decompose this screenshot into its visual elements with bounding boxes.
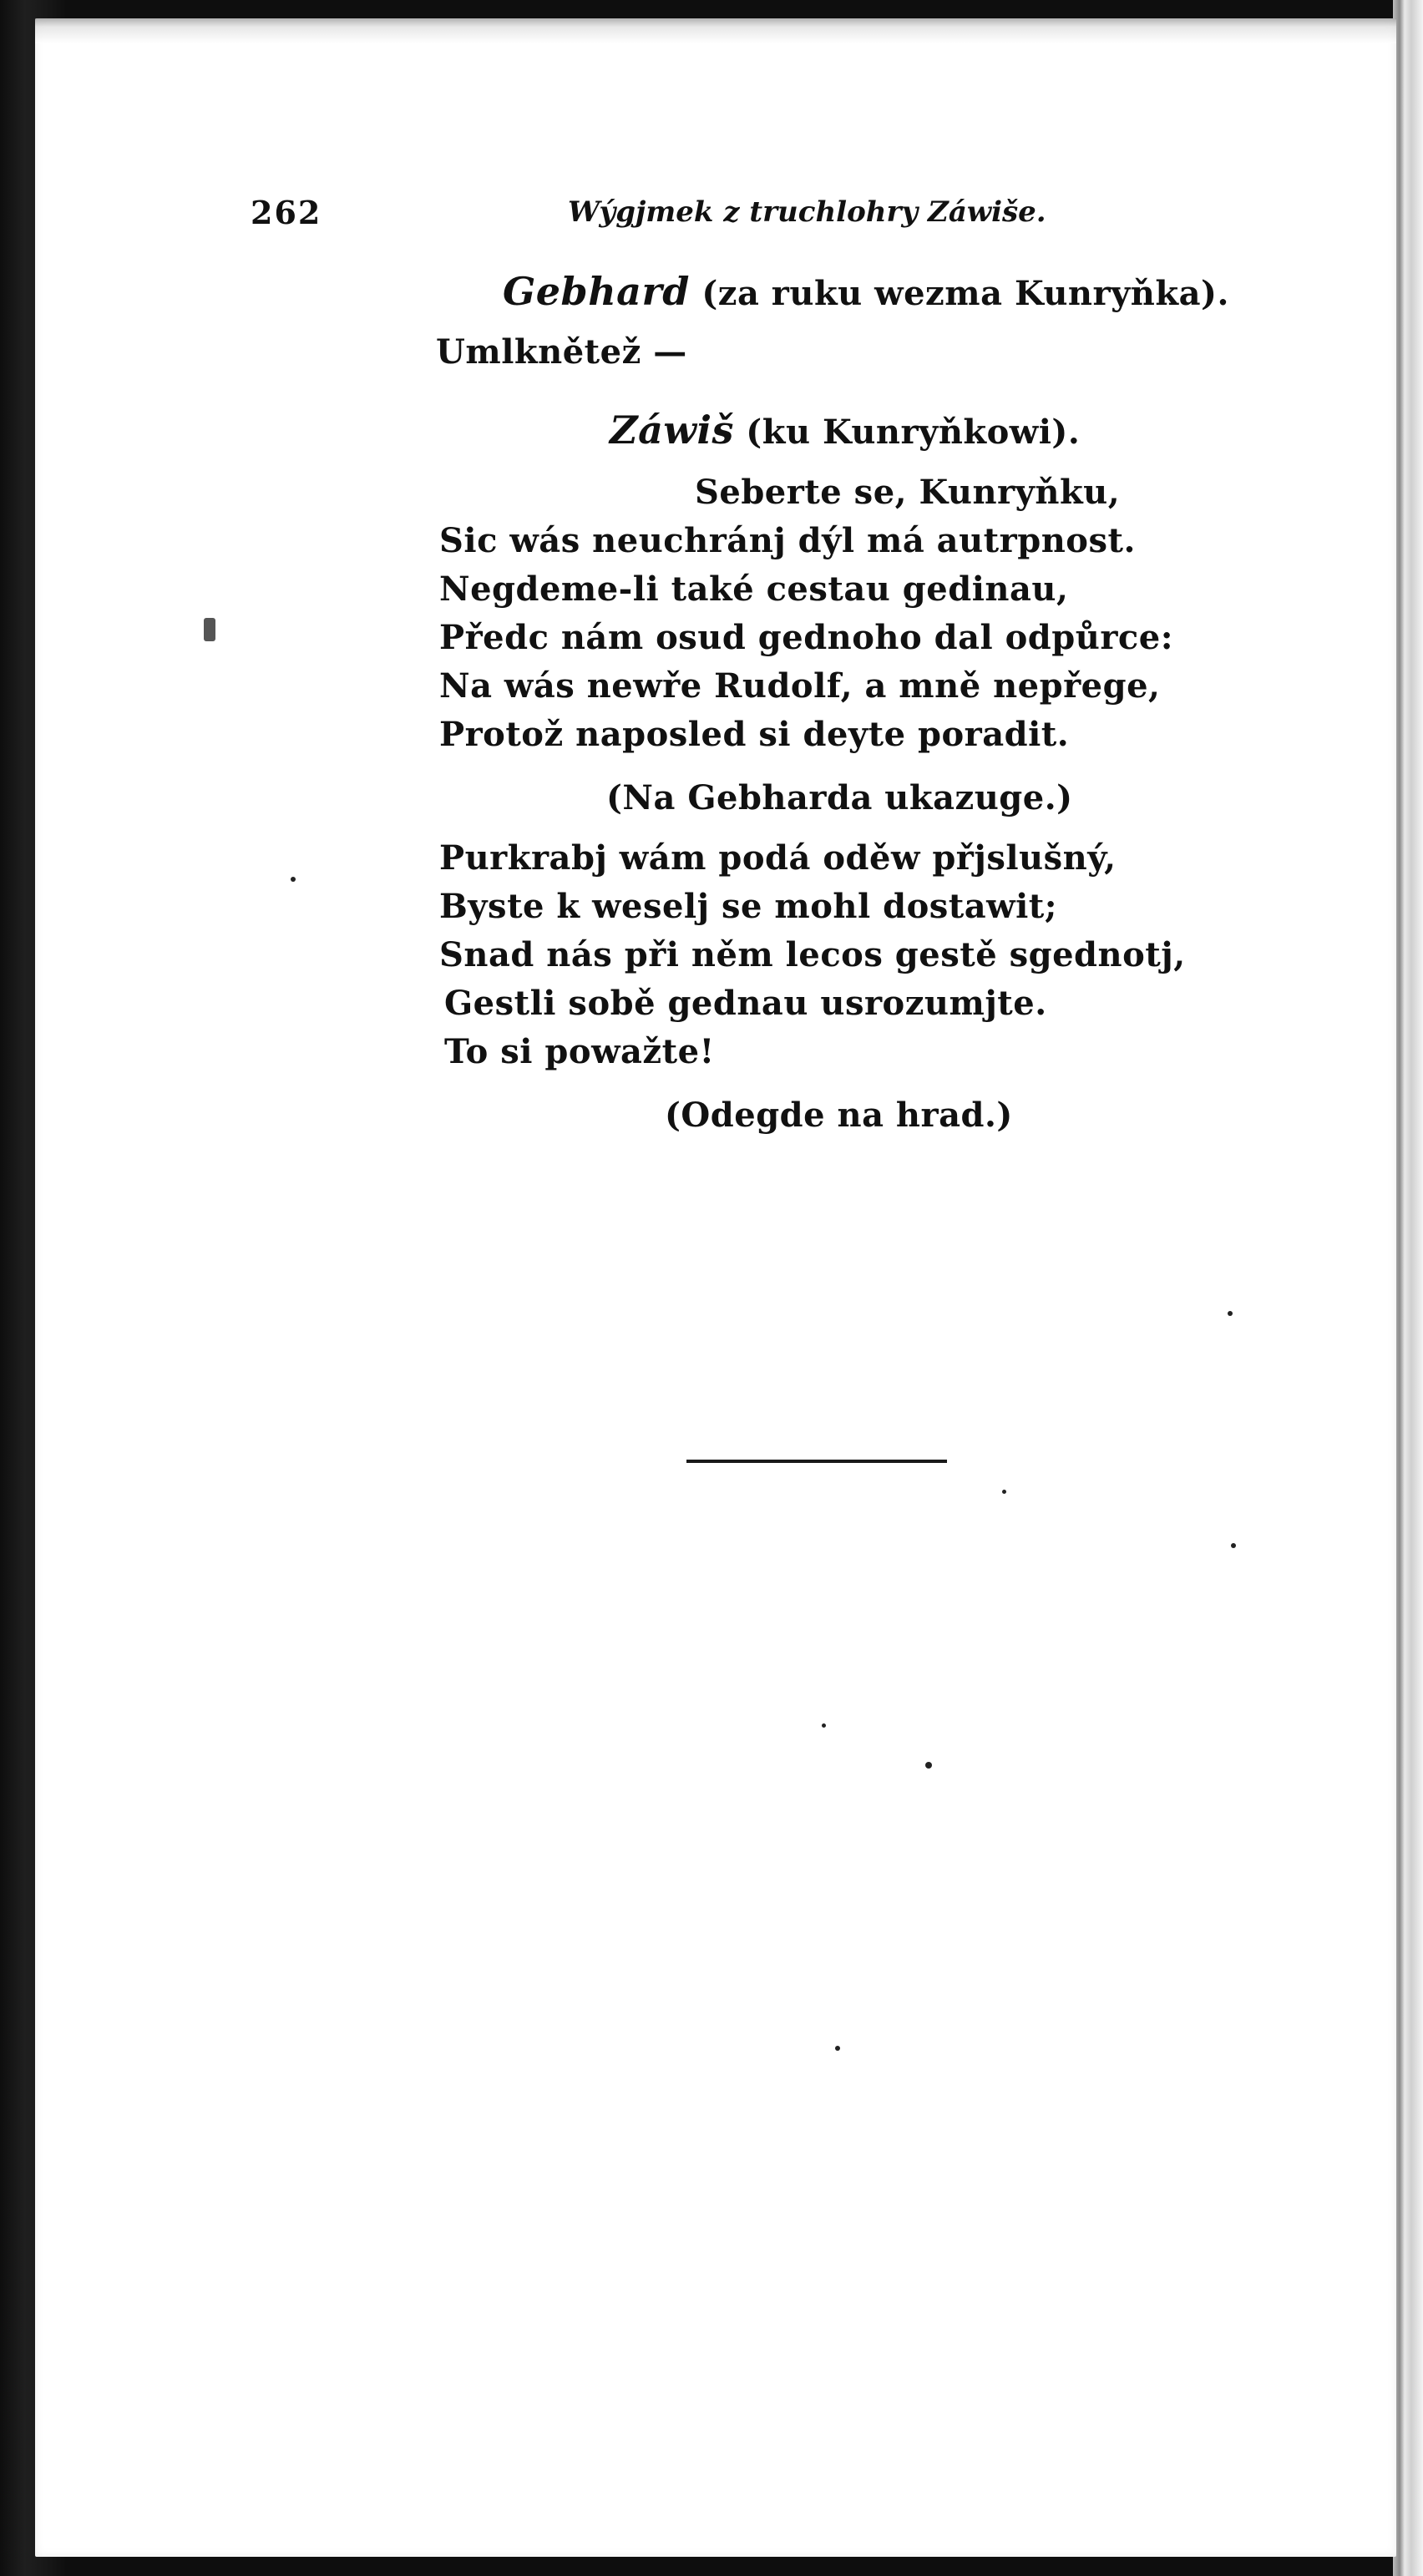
page-number: 262: [251, 194, 322, 231]
verse-line: Na wás newře Rudolf, a mně nepřege,: [439, 666, 1161, 706]
scan-speck: [291, 877, 296, 882]
verse-line: Seberte se, Kunryňku,: [695, 473, 1121, 512]
scan-speck: [835, 2046, 840, 2051]
scan-speck: [204, 618, 215, 641]
verse-line: Předc nám osud gednoho dal odpůrce:: [439, 618, 1173, 657]
scan-speck: [1228, 1311, 1233, 1316]
verse-line: Umlknětež —: [436, 332, 687, 372]
scan-speck: [925, 1762, 932, 1769]
running-title: Wýgjmek z truchlohry Záwiše.: [568, 195, 1046, 229]
stage-line-gebhard: [503, 269, 1229, 314]
end-rule: [686, 1460, 947, 1463]
verse-line: Protož naposled si deyte poradit.: [439, 715, 1070, 754]
scan-speck: [1231, 1543, 1236, 1548]
stage-direction: (ku Kunryňkowi).: [746, 412, 1081, 452]
stage-direction: (Na Gebharda ukazuge.): [606, 778, 1073, 817]
speaker-name: Záwiš: [610, 407, 734, 453]
scan-speck: [1002, 1490, 1006, 1494]
stage-line-zawis: [610, 407, 1080, 453]
stage-direction: (za ruku wezma Kunryňka).: [701, 274, 1229, 313]
verse-line: Negdeme-li také cestau gedinau,: [439, 569, 1069, 609]
scan-speck: [822, 1723, 826, 1728]
verse-line: To si powažte!: [444, 1032, 715, 1071]
verse-line: Snad nás při něm lecos gestě sgednotj,: [439, 935, 1186, 974]
speaker-name: Gebhard: [503, 269, 690, 314]
verse-line: Sic wás neuchránj dýl má autrpnost.: [439, 521, 1136, 560]
verse-line: Byste k weselj se mohl dostawit;: [439, 887, 1058, 926]
verse-line: Purkrabj wám podá oděw přjslušný,: [439, 838, 1117, 878]
stage-direction: (Odegde na hrad.): [665, 1096, 1013, 1135]
verse-line: Gestli sobě gednau usrozumjte.: [444, 984, 1047, 1023]
